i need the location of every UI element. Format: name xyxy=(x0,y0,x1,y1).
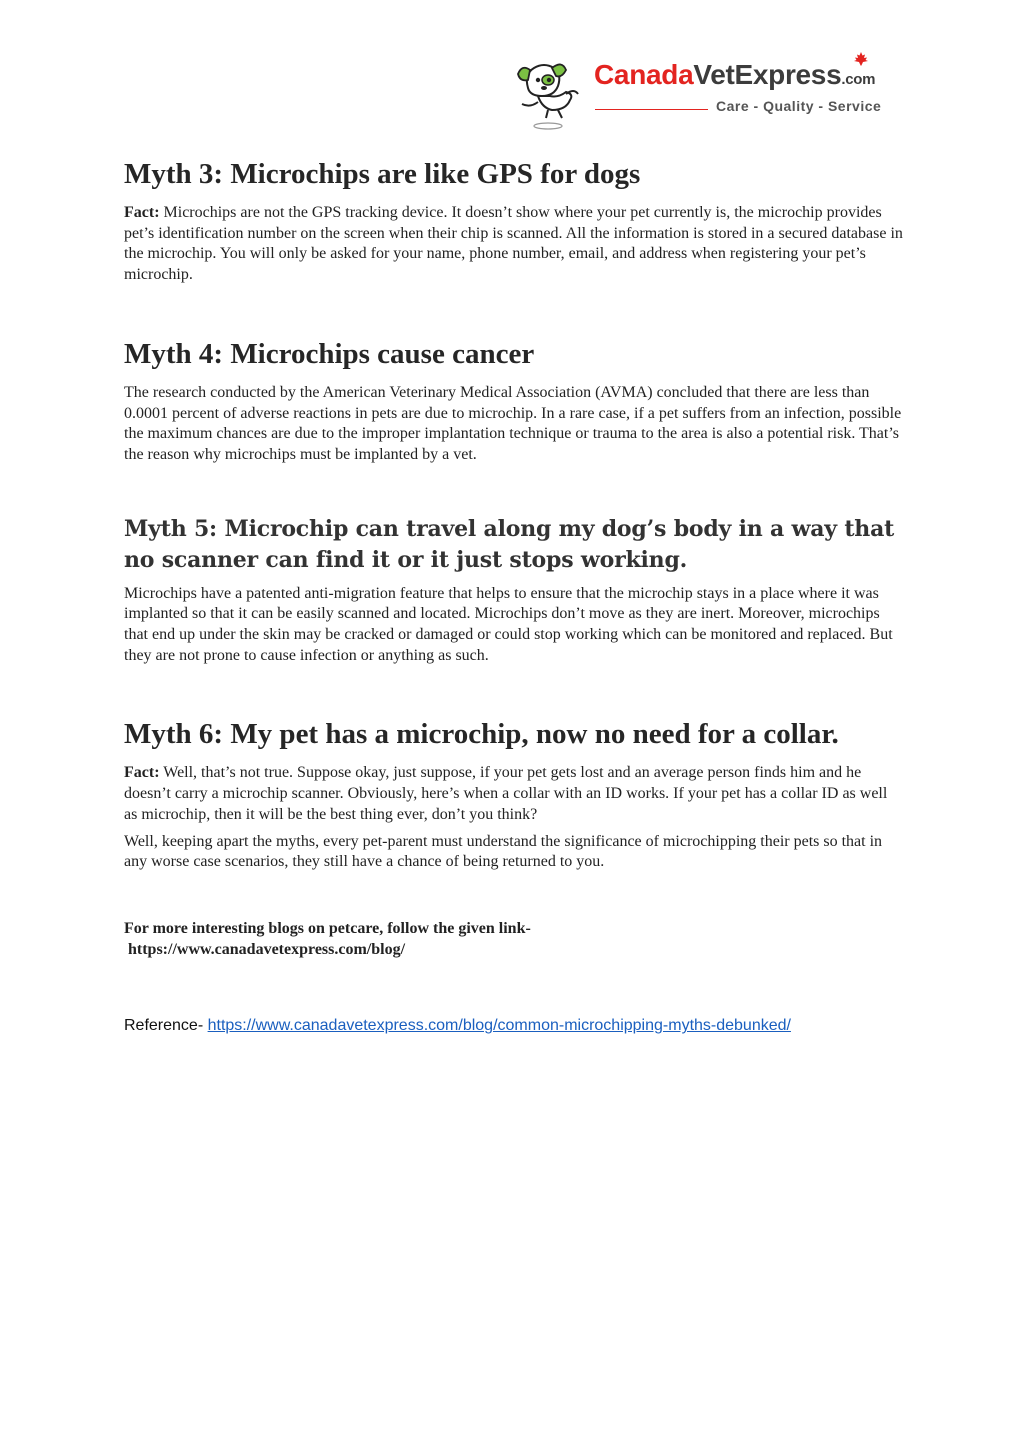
fact-label: Fact: xyxy=(124,764,160,782)
myth4-heading: Myth 4: Microchips cause cancer xyxy=(124,337,535,370)
blog-link[interactable]: https://www.canadavetexpress.com/blog/ xyxy=(124,940,406,958)
myth6-body: Well, that’s not true. Suppose okay, just suppose, if your pet gets lost and an average person finds him and he doesn’t carry a microchip scanner. Obviously, here’s when a collar with an ID works. If your pet has a collar ID as well as microchip, then it will be the best thing ever, don’t you think? xyxy=(124,764,888,823)
brand-tagline: Care - Quality - Service xyxy=(716,98,882,114)
maple-leaf-icon xyxy=(853,52,869,66)
reference-link[interactable]: https://www.canadavetexpress.com/blog/common-microchipping-myths-debunked/ xyxy=(207,1017,791,1035)
myth6-heading: Myth 6: My pet has a microchip, now no need for a collar. xyxy=(124,718,839,751)
article-content xyxy=(124,150,904,1037)
reference-line xyxy=(124,1016,904,1037)
footer-section xyxy=(124,919,904,1037)
myth3-section xyxy=(124,156,904,286)
tagline-divider xyxy=(595,109,708,110)
myth5-section xyxy=(124,514,904,667)
myth6-section xyxy=(124,716,904,873)
myth6-paragraph xyxy=(124,763,904,825)
myth5-heading: Myth 5: Microchip can travel along my dog’s body in a way that no scanner can find it or it just stops working. xyxy=(124,515,895,573)
myth5-body: Microchips have a patented anti-migration feature that helps to ensure that the microchip stays in a place where it was implanted so that it can be easily scanned and located. Microchips don’t move as they are inert. Moreover, microchips that end up under the skin may be cracked or damaged or could stop working which can be monitored and replaced. But they are not prone to cause infection or anything as such. xyxy=(124,584,893,664)
myth4-section xyxy=(124,336,904,466)
myth3-body: Microchips are not the GPS tracking device. It doesn’t show where your pet currently is, the microchip provides pet’s identification number on the screen when their chip is scanned. All the information is stored in a secured database in the microchip. You will only be asked for your name, phone number, email, and address when registering your pet’s microchip. xyxy=(124,204,903,284)
brand-name-suffix: .com xyxy=(841,71,876,88)
brand-name xyxy=(594,59,876,95)
brand-name-part2: VetExpress xyxy=(693,59,842,90)
reference-label: Reference- xyxy=(124,1017,208,1035)
brand-name-part1: Canada xyxy=(594,59,694,90)
myth6-conclusion: Well, keeping apart the myths, every pet-parent must understand the significance of microchipping their pets so that in any worse case scenarios, they still have a chance of being returned to you. xyxy=(124,832,883,871)
myth3-paragraph xyxy=(124,203,904,286)
more-blogs-text: For more interesting blogs on petcare, follow the given link- xyxy=(124,919,531,937)
myth3-heading: Myth 3: Microchips are like GPS for dogs xyxy=(124,158,641,190)
dog-icon xyxy=(508,54,586,132)
fact-label: Fact: xyxy=(124,204,160,221)
brand-header xyxy=(508,54,908,134)
myth4-body: The research conducted by the American Veterinary Medical Association (AVMA) concluded that there are less than 0.0001 percent of adverse reactions in pets are due to microchip. In a rare case, if a pet suffers from an infection, possible the maximum chances are due to the improper implantation technique or trauma to the area is also a potential risk. That’s the reason why microchips must be implanted by a vet. xyxy=(124,383,902,463)
